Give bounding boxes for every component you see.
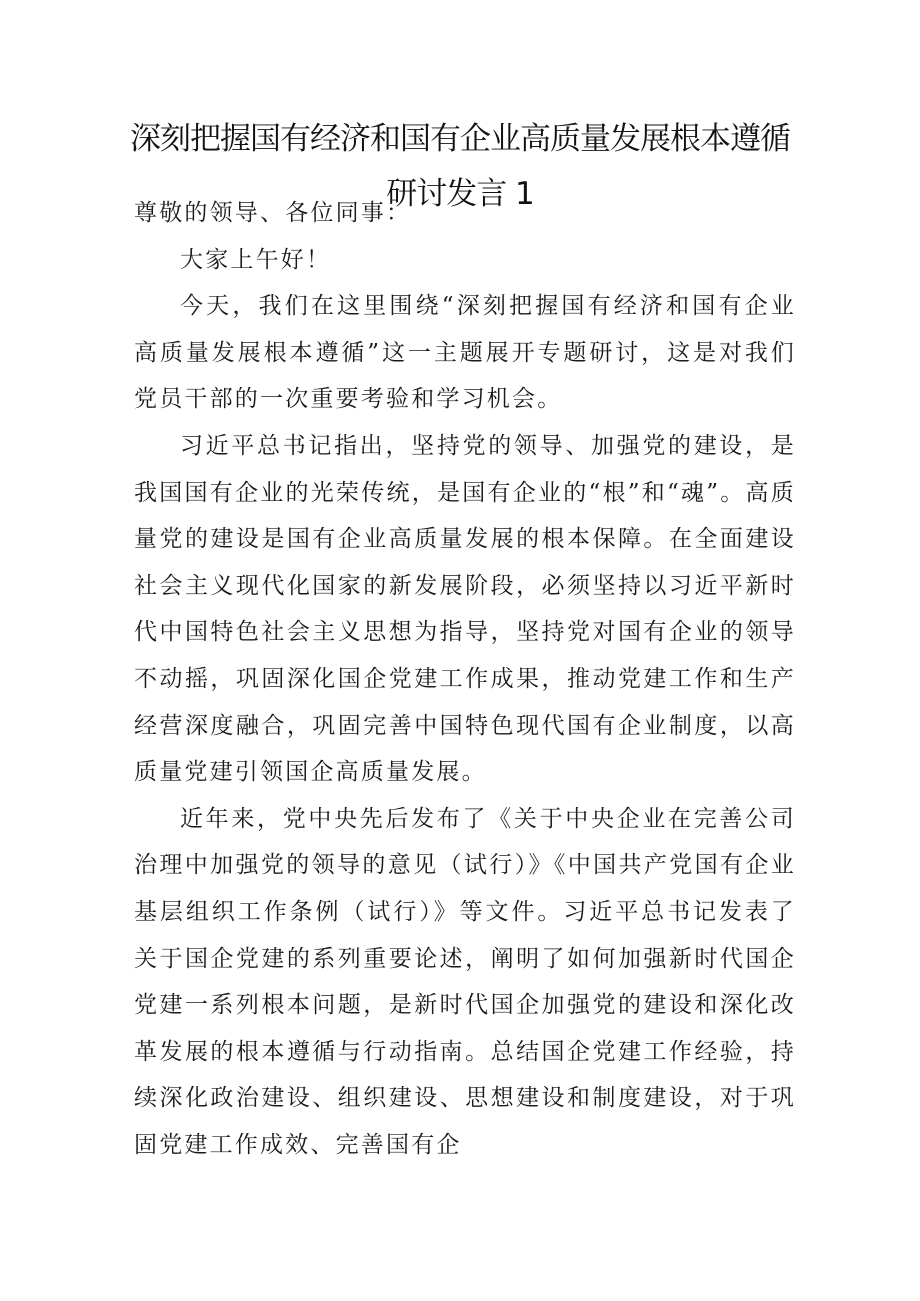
paragraph-recent-documents: 近年来，党中央先后发布了《关于中央企业在完善公司治理中加强党的领导的意见（试行）》《中国共产党国有企业基层组织工作条例（试行）》等文件。习近平总书记发表了关于国企党建的系列重要论述，阐明了如何加强新时代国企党建一系列根本问题，是新时代国企加强党的建设和深化改革发展的根本遵循与行动指南。总结国企党建工作经验，持续深化政治建设、组织建设、思想建设和制度建设，对于巩固党建工作成效、完善国有企	[134, 805, 796, 1158]
paragraph-party-leadership: 习近平总书记指出，坚持党的领导、加强党的建设，是我国国有企业的光荣传统，是国有企业的“根”和“魂”。高质量党的建设是国有企业高质量发展的根本保障。在全面建设社会主义现代化国家的新发展阶段，必须坚持以习近平新时代中国特色社会主义思想为指导，坚持党对国有企业的领导不动摇，巩固深化国企党建工作成果，推动党建工作和生产经营深度融合，巩固完善中国特色现代国有企业制度，以高质量党建引领国企高质量发展。	[134, 432, 796, 786]
salutation: 尊敬的领导、各位同事：	[134, 200, 412, 226]
paragraph-greeting: 大家上午好！	[180, 246, 332, 273]
document-body	[134, 190, 796, 1168]
document-title: 深刻把握国有经济和国有企业高质量发展根本遵循研讨发言 1	[130, 121, 790, 212]
paragraph-intro: 今天，我们在这里围绕“深刻把握国有经济和国有企业高质量发展根本遵循”这一主题展开专题研讨，这是对我们党员干部的一次重要考验和学习机会。	[134, 293, 796, 413]
